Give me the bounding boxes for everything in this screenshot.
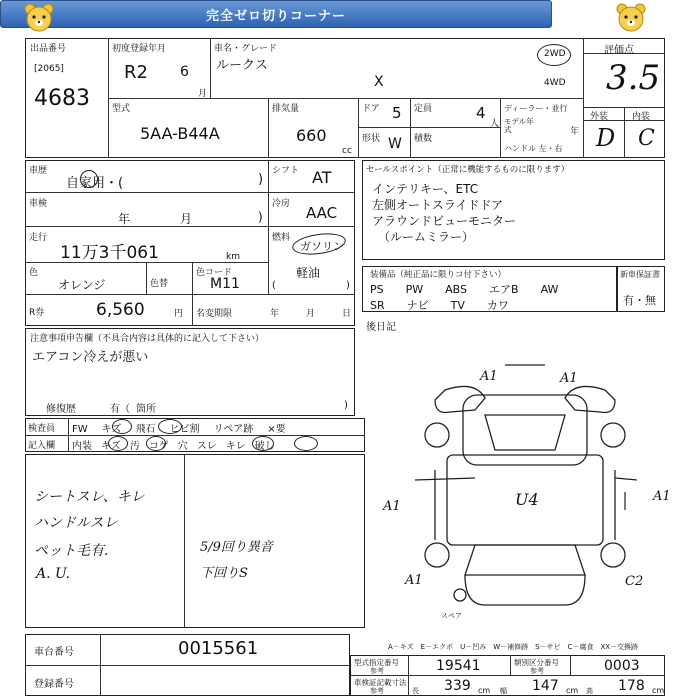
damage-mark-6: A1 [405, 573, 423, 588]
equipment-row-1 [370, 281, 580, 297]
inspect-cell-b-2: 汚 [129, 441, 140, 452]
score-value: 3.5 [606, 58, 661, 98]
inspect-cell-b-6: キレ [225, 441, 246, 452]
reg-label: 初度登録年月 [112, 44, 167, 54]
inspect-cell-a-4: リペア跡 [213, 424, 254, 435]
equipment-item-a-1: PW [405, 283, 424, 296]
type-cert-label: 型式指定番号 [354, 658, 399, 667]
inspect-cell-a-1: キズ [101, 424, 122, 435]
entry-row-label: 記入欄 [28, 441, 56, 451]
chassis-label: 車台番号 [34, 647, 74, 658]
capacity-label: 定員 [414, 104, 433, 114]
cc-unit: cc [342, 146, 352, 156]
cc-label: 排気量 [272, 104, 300, 114]
shift-value: AT [312, 168, 332, 187]
notes-label: 注意事項申告欄（不具合内容は具体的に記入して下さい） [30, 334, 265, 344]
inspection-label: 車検 [29, 199, 48, 209]
int-grade: C [638, 126, 655, 151]
drive-2wd: 2WD [544, 49, 566, 59]
inspect-cell-a-5: ×要 [267, 424, 286, 435]
car-name: ルークス [216, 58, 268, 73]
inspector-note-2: ハンドルスレ [34, 515, 118, 531]
inspect-cell-b-5: スレ [196, 441, 217, 452]
int-label: 内装 [632, 112, 651, 122]
equipment-item-b-2: TV [450, 299, 465, 312]
warranty-value: 有・無 [623, 294, 656, 307]
shift-label: シフト [272, 166, 300, 176]
history-close: ) [258, 172, 264, 187]
color-code-label: 色コード [196, 268, 233, 278]
bear-mascot-icon [22, 2, 56, 34]
deadline-label: 名変期限 [196, 309, 233, 319]
inspect-cell-b-1: キズ [101, 441, 121, 452]
door-value: 5 [392, 104, 402, 122]
ext-grade: D [596, 124, 616, 152]
class-value: 0003 [604, 658, 640, 674]
inspector-note-1: シートスレ、キレ [34, 489, 145, 505]
lot-label: 出品番号 [30, 44, 67, 54]
height-value: 178 [618, 678, 645, 694]
door-label: ドア [362, 104, 380, 114]
sales-point-2: 左側オートスライドドア [372, 198, 504, 212]
damage-mark-2: A1 [560, 371, 578, 386]
drive-4wd: 4WD [544, 78, 566, 88]
length-sub: 長 [412, 687, 419, 695]
inspection-close: ) [258, 210, 263, 224]
color-label: 色 [29, 268, 39, 278]
shape-label: 形状 [362, 134, 381, 144]
equipment-row-2 [370, 297, 553, 313]
mileage-label: 走行 [29, 233, 48, 243]
spare-label: スペア [441, 612, 462, 620]
equipment-item-a-3: エアB [489, 283, 519, 296]
mileage-value: 11万3千061 [60, 243, 159, 263]
model-year-label: モデル年式 [504, 117, 534, 134]
ext-label: 外装 [590, 112, 609, 122]
lot-sub: [2065] [34, 64, 64, 74]
dims-sub: 参考 [370, 687, 384, 695]
deadline-day: 日 [342, 309, 352, 319]
equipment-item-a-2: ABS [445, 283, 468, 296]
car-grade: X [374, 74, 384, 90]
car-damage-diagram [375, 360, 675, 630]
damage-mark-7: C2 [625, 574, 644, 589]
handle-label: ハンドル 左・右 [504, 144, 563, 153]
inspector-note-4: A. U. [36, 566, 70, 582]
inspect-cell-b-3: コゲ [148, 441, 169, 452]
capacity-value: 4 [476, 104, 486, 122]
type-cert-sub: 参考 [370, 667, 384, 675]
equipment-item-b-0: SR [370, 299, 385, 312]
price-value: 6,560 [96, 300, 145, 320]
sales-label: セールスポイント（正常に機能するものに限ります） [366, 165, 570, 175]
bear-mascot-icon [614, 2, 648, 34]
color-code-value: M11 [210, 276, 240, 292]
shape-value: W [388, 136, 402, 152]
inspect-cell-b-0: 内装 [72, 441, 92, 452]
color-value: オレンジ [58, 278, 106, 292]
sales-point-4: （ルームミラー） [378, 230, 475, 244]
price-unit: 円 [174, 309, 184, 319]
notes-text: エアコン冷えが悪い [32, 350, 149, 365]
height-sub: 高 [586, 687, 593, 695]
inspector-note-3: ペット毛有. [34, 543, 109, 559]
repair-suffix: 箇所 [136, 404, 156, 415]
regno-label: 登録番号 [34, 679, 74, 690]
inspect-cell-b-7: 破し [254, 441, 275, 452]
cc-value: 660 [296, 126, 327, 145]
warranty-label: 新車保証書 [620, 270, 660, 279]
fuel-label: 燃料 [272, 233, 291, 243]
width-sub: 幅 [500, 687, 507, 695]
reg-month: 6 [180, 64, 189, 80]
damage-mark-1: A1 [480, 369, 498, 384]
capacity-unit: 人 [490, 119, 500, 129]
fuel-diesel: 軽油 [296, 266, 321, 280]
equipment-label: 装備品（純正品に限りコ付下さい） [370, 270, 507, 280]
car-name-label: 車名・グレード [214, 44, 278, 54]
inspector-note-6: 下回りS [200, 566, 248, 581]
fuel-gas: ガソリン [300, 240, 344, 253]
damage-mark-3: A1 [383, 499, 401, 514]
inspector-note-5: 5/9回り異音 [200, 540, 273, 555]
equipment-item-a-4: AW [540, 283, 559, 296]
inspection-month: 月 [180, 212, 193, 226]
ac-label: 冷房 [272, 199, 291, 209]
damage-mark-4: U4 [515, 490, 539, 509]
width-value: 147 [532, 678, 559, 694]
height-unit: cm [652, 686, 665, 695]
deadline-month: 月 [306, 309, 316, 319]
sales-point-1: インテリキー、ETC [372, 182, 479, 196]
damage-legend: A－キズ E－エクボ U－凹み W－補修跡 S－サビ C－腐食 XX－交換跡 [388, 643, 639, 651]
mileage-unit: km [226, 252, 240, 262]
year-unit: 年 [570, 127, 580, 137]
reg-era: R2 [124, 62, 148, 83]
ac-value: AAC [306, 204, 338, 222]
model-label: 型式 [112, 104, 131, 114]
length-unit: cm [478, 686, 491, 695]
price-label: R券 [29, 308, 45, 318]
model-value: 5AA-B44A [140, 124, 220, 143]
deadline-year: 年 [270, 309, 280, 319]
reg-month-unit: 月 [198, 89, 208, 99]
class-sub: 参考 [530, 667, 544, 675]
history-label: 車歴 [29, 166, 48, 176]
load-label: 積数 [414, 134, 433, 144]
damage-mark-5: A1 [653, 489, 671, 504]
dims-label: 車検証記載寸法 [354, 678, 407, 687]
type-cert-value: 19541 [436, 658, 481, 674]
inspector-row-label: 検査員 [28, 424, 56, 434]
history-circle [80, 170, 98, 188]
inspect-cell-a-2: 飛石 [135, 424, 156, 435]
equipment-item-b-1: ナビ [406, 299, 429, 312]
inspect-cell-b-4: 穴 [177, 441, 188, 452]
repair-value: 有（ [110, 404, 130, 415]
lot-number: 4683 [34, 86, 90, 111]
equipment-item-a-0: PS [370, 283, 384, 296]
backside-label: 後日記 [366, 322, 396, 333]
sales-point-3: アラウンドビューモニター [372, 214, 517, 228]
inspect-cell-a-3: ヒビ割 [169, 424, 200, 435]
inspection-year: 年 [118, 212, 131, 226]
chassis-value: 0015561 [178, 638, 259, 659]
page-title: 完全ゼロ切りコーナー [0, 0, 552, 28]
inspect-cell-a-0: FW [72, 424, 88, 435]
score-label: 評価点 [604, 45, 634, 56]
history-value: 自家用・( [66, 176, 124, 191]
dealer-label: ディーラー・並行 [504, 104, 568, 113]
class-label: 類別区分番号 [514, 658, 559, 667]
equipment-item-b-3: カワ [486, 299, 509, 312]
inspection-row-1 [72, 420, 300, 435]
length-value: 339 [444, 678, 471, 694]
width-unit: cm [566, 686, 579, 695]
repair-label: 修復歴 [46, 404, 76, 415]
color-change-label: 色替 [150, 279, 169, 289]
